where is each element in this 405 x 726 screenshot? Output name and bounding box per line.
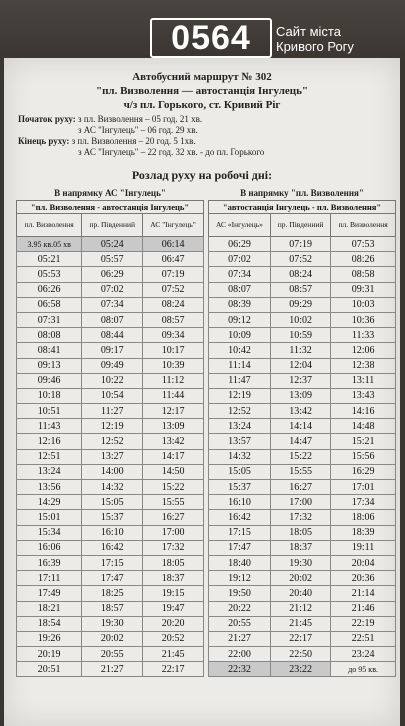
- time-cell: 18:21: [17, 601, 82, 616]
- time-cell: 07:52: [270, 252, 330, 267]
- time-cell: 08:08: [17, 328, 82, 343]
- table-row: [17, 434, 204, 449]
- table-row: [17, 419, 204, 434]
- time-cell: 11:44: [143, 388, 204, 403]
- time-cell: 15:22: [270, 449, 330, 464]
- left-direction: В напрямку АС "Інгулець": [54, 188, 166, 198]
- time-cell: 15:05: [209, 464, 271, 479]
- time-cell: 22:17: [270, 631, 330, 646]
- time-cell: 16:42: [82, 540, 143, 555]
- time-cell: 15:37: [209, 480, 271, 495]
- time-cell: до 95 кв.: [331, 662, 396, 677]
- table-row: [17, 404, 204, 419]
- time-cell: 13:27: [82, 449, 143, 464]
- left-col-header: пр. Південний: [82, 214, 143, 237]
- time-cell: 20:55: [209, 616, 271, 631]
- table-row: [17, 449, 204, 464]
- time-cell: 22:00: [209, 647, 271, 662]
- end-label: Кінець руху:: [18, 136, 70, 146]
- time-cell: 15:05: [82, 495, 143, 510]
- start-line-1: з пл. Визволення – 05 год. 21 хв.: [78, 114, 203, 124]
- time-cell: 16:39: [17, 555, 82, 570]
- time-cell: 23:24: [331, 647, 396, 662]
- table-row: [17, 571, 204, 586]
- table-row: [209, 586, 396, 601]
- time-cell: 15:01: [17, 510, 82, 525]
- table-row: [209, 631, 396, 646]
- time-cell: 08:41: [17, 343, 82, 358]
- time-cell: 10:03: [331, 297, 396, 312]
- table-row: [209, 434, 396, 449]
- table-row: [17, 373, 204, 388]
- time-cell: 12:51: [17, 449, 82, 464]
- table-row: [17, 343, 204, 358]
- time-cell: 16:27: [270, 480, 330, 495]
- time-cell: 08:24: [270, 267, 330, 282]
- time-cell: 14:17: [143, 449, 204, 464]
- time-cell: 19:12: [209, 571, 271, 586]
- table-row: [17, 540, 204, 555]
- time-cell: 12:16: [17, 434, 82, 449]
- time-cell: 06:58: [17, 297, 82, 312]
- time-cell: 13:56: [17, 480, 82, 495]
- time-cell: 22:19: [331, 616, 396, 631]
- time-cell: 13:09: [270, 388, 330, 403]
- time-cell: 18:37: [143, 571, 204, 586]
- time-cell: 14:50: [143, 464, 204, 479]
- timetable-to-vyzvolennia: [208, 200, 396, 677]
- route-via: ч/з пл. Горького, ст. Кривий Ріг: [123, 99, 281, 111]
- time-cell: 13:42: [270, 404, 330, 419]
- table-row: [17, 297, 204, 312]
- operation-hours: [18, 114, 264, 158]
- table-row: [209, 647, 396, 662]
- time-cell: 07:19: [143, 267, 204, 282]
- time-cell: 21:45: [143, 647, 204, 662]
- time-cell: 08:58: [331, 267, 396, 282]
- time-cell: 11:43: [17, 419, 82, 434]
- time-cell: 06:14: [143, 237, 204, 252]
- table-row: [209, 358, 396, 373]
- time-cell: 06:26: [17, 282, 82, 297]
- time-cell: 14:32: [209, 449, 271, 464]
- time-cell: 14:14: [270, 419, 330, 434]
- table-row: [209, 525, 396, 540]
- table-row: [209, 540, 396, 555]
- timetable-sheet: [4, 58, 400, 726]
- time-cell: 11:33: [331, 328, 396, 343]
- time-cell: 17:34: [331, 495, 396, 510]
- time-cell: 11:14: [209, 358, 271, 373]
- time-cell: 17:00: [270, 495, 330, 510]
- table-row: [17, 662, 204, 677]
- time-cell: 20:55: [82, 647, 143, 662]
- table-row: [209, 343, 396, 358]
- time-cell: 06:29: [82, 267, 143, 282]
- time-cell: 20:02: [270, 571, 330, 586]
- start-line-2: з АС "Інгулець" – 06 год. 29 хв.: [78, 125, 198, 135]
- time-cell: 12:37: [270, 373, 330, 388]
- time-cell: 17:47: [209, 540, 271, 555]
- time-cell: 20:22: [209, 601, 271, 616]
- time-cell: 09:17: [82, 343, 143, 358]
- time-cell: 18:57: [82, 601, 143, 616]
- time-cell: 12:38: [331, 358, 396, 373]
- right-route-header: "автостанція Інгулець - пл. Визволення": [209, 201, 396, 214]
- time-cell: 08:57: [270, 282, 330, 297]
- time-cell: 12:19: [82, 419, 143, 434]
- time-cell: 07:34: [209, 267, 271, 282]
- time-cell: 17:47: [82, 571, 143, 586]
- route-name: "пл. Визволення — автостанція Інгулець": [95, 85, 309, 97]
- time-cell: 10:51: [17, 404, 82, 419]
- time-cell: 17:01: [331, 480, 396, 495]
- table-row: [209, 312, 396, 327]
- time-cell: 21:27: [82, 662, 143, 677]
- time-cell: 17:11: [17, 571, 82, 586]
- time-cell: 08:07: [209, 282, 271, 297]
- time-cell: 07:02: [209, 252, 271, 267]
- time-cell: 12:17: [143, 404, 204, 419]
- table-row: [209, 267, 396, 282]
- table-row: [209, 297, 396, 312]
- table-row: [209, 495, 396, 510]
- time-cell: 20:52: [143, 631, 204, 646]
- time-cell: 12:04: [270, 358, 330, 373]
- right-col-header: пр. Південний: [270, 214, 330, 237]
- table-row: [209, 555, 396, 570]
- time-cell: 09:12: [209, 312, 271, 327]
- time-cell: 08:44: [82, 328, 143, 343]
- time-cell: 14:47: [270, 434, 330, 449]
- time-cell: 14:32: [82, 480, 143, 495]
- time-cell: 17:15: [82, 555, 143, 570]
- table-row: [209, 571, 396, 586]
- time-cell: 19:11: [331, 540, 396, 555]
- site-name-line2: Кривого Рогу: [276, 39, 354, 54]
- time-cell: 09:13: [17, 358, 82, 373]
- time-cell: 18:06: [331, 510, 396, 525]
- time-cell: 14:29: [17, 495, 82, 510]
- table-row: [17, 282, 204, 297]
- table-row: [17, 312, 204, 327]
- start-label: Початок руху:: [18, 114, 76, 124]
- time-cell: 13:09: [143, 419, 204, 434]
- time-cell: 10:02: [270, 312, 330, 327]
- time-cell: 13:11: [331, 373, 396, 388]
- left-col-header: АС "Інгулець": [143, 214, 204, 237]
- time-cell: 12:19: [209, 388, 271, 403]
- time-cell: 10:59: [270, 328, 330, 343]
- time-cell: 22:32: [209, 662, 271, 677]
- time-cell: 14:00: [82, 464, 143, 479]
- time-cell: 20:02: [82, 631, 143, 646]
- time-cell: 11:12: [143, 373, 204, 388]
- table-row: [17, 525, 204, 540]
- time-cell: 16:10: [209, 495, 271, 510]
- table-row: [17, 388, 204, 403]
- time-cell: 18:39: [331, 525, 396, 540]
- left-route-header: "пл. Визволення - автостанція Інгулець": [17, 201, 204, 214]
- time-cell: 15:55: [143, 495, 204, 510]
- time-cell: 14:48: [331, 419, 396, 434]
- time-cell: 06:47: [143, 252, 204, 267]
- time-cell: 20:51: [17, 662, 82, 677]
- time-cell: 14:16: [331, 404, 396, 419]
- table-row: [209, 237, 396, 252]
- table-row: [17, 601, 204, 616]
- time-cell: 13:43: [331, 388, 396, 403]
- table-row: [17, 510, 204, 525]
- time-cell: 09:46: [17, 373, 82, 388]
- time-cell: 05:53: [17, 267, 82, 282]
- time-cell: 23:22: [270, 662, 330, 677]
- time-cell: 19:26: [17, 631, 82, 646]
- time-cell: 3.95 кв.05 хв: [17, 237, 82, 252]
- time-cell: 20:04: [331, 555, 396, 570]
- time-cell: 17:15: [209, 525, 271, 540]
- time-cell: 17:32: [143, 540, 204, 555]
- table-row: [209, 616, 396, 631]
- time-cell: 18:37: [270, 540, 330, 555]
- table-row: [17, 631, 204, 646]
- time-cell: 18:25: [82, 586, 143, 601]
- site-logo[interactable]: 0564: [150, 18, 272, 58]
- time-cell: 17:49: [17, 586, 82, 601]
- time-cell: 07:52: [143, 282, 204, 297]
- table-row: [209, 601, 396, 616]
- time-cell: 16:27: [143, 510, 204, 525]
- time-cell: 21:46: [331, 601, 396, 616]
- time-cell: 05:21: [17, 252, 82, 267]
- time-cell: 15:22: [143, 480, 204, 495]
- time-cell: 19:47: [143, 601, 204, 616]
- time-cell: 07:02: [82, 282, 143, 297]
- time-cell: 18:05: [270, 525, 330, 540]
- time-cell: 06:29: [209, 237, 271, 252]
- site-name: [276, 24, 402, 54]
- time-cell: 22:51: [331, 631, 396, 646]
- timetable-to-ingulets: [16, 200, 204, 677]
- time-cell: 07:31: [17, 312, 82, 327]
- table-row: [17, 616, 204, 631]
- time-cell: 11:47: [209, 373, 271, 388]
- time-cell: 05:57: [82, 252, 143, 267]
- time-cell: 07:34: [82, 297, 143, 312]
- time-cell: 15:37: [82, 510, 143, 525]
- table-row: [17, 586, 204, 601]
- time-cell: 09:34: [143, 328, 204, 343]
- time-cell: 18:54: [17, 616, 82, 631]
- table-row: [209, 480, 396, 495]
- table-row: [209, 419, 396, 434]
- time-cell: 16:29: [331, 464, 396, 479]
- end-line-1: з пл. Визволення – 20 год. 5 1хв.: [71, 136, 196, 146]
- time-cell: 10:36: [331, 312, 396, 327]
- time-cell: 10:42: [209, 343, 271, 358]
- time-cell: 05:24: [82, 237, 143, 252]
- time-cell: 11:27: [82, 404, 143, 419]
- time-cell: 08:57: [143, 312, 204, 327]
- time-cell: 13:57: [209, 434, 271, 449]
- table-row: [17, 555, 204, 570]
- time-cell: 15:34: [17, 525, 82, 540]
- right-direction: В напрямку "пл. Визволення": [240, 188, 364, 198]
- time-cell: 19:15: [143, 586, 204, 601]
- time-cell: 19:30: [270, 555, 330, 570]
- time-cell: 11:32: [270, 343, 330, 358]
- table-row: [209, 282, 396, 297]
- table-row: [209, 449, 396, 464]
- time-cell: 21:27: [209, 631, 271, 646]
- time-cell: 19:50: [209, 586, 271, 601]
- time-cell: 20:36: [331, 571, 396, 586]
- time-cell: 22:17: [143, 662, 204, 677]
- table-row: [209, 464, 396, 479]
- time-cell: 08:26: [331, 252, 396, 267]
- time-cell: 22:50: [270, 647, 330, 662]
- time-cell: 08:07: [82, 312, 143, 327]
- time-cell: 07:19: [270, 237, 330, 252]
- table-row: [209, 404, 396, 419]
- right-col-header: пл. Визволення: [331, 214, 396, 237]
- table-row: [17, 495, 204, 510]
- table-row: [209, 662, 396, 677]
- table-row: [17, 647, 204, 662]
- time-cell: 09:31: [331, 282, 396, 297]
- time-cell: 19:30: [82, 616, 143, 631]
- time-cell: 10:22: [82, 373, 143, 388]
- site-banner: [0, 0, 405, 60]
- time-cell: 20:19: [17, 647, 82, 662]
- table-row: [17, 252, 204, 267]
- table-row: [17, 267, 204, 282]
- time-cell: 12:06: [331, 343, 396, 358]
- time-cell: 16:06: [17, 540, 82, 555]
- time-cell: 17:00: [143, 525, 204, 540]
- time-cell: 21:14: [331, 586, 396, 601]
- table-row: [17, 480, 204, 495]
- time-cell: 20:40: [270, 586, 330, 601]
- table-row: [209, 510, 396, 525]
- time-cell: 07:53: [331, 237, 396, 252]
- time-cell: 17:32: [270, 510, 330, 525]
- right-col-header: АС «Інгулець»: [209, 214, 271, 237]
- time-cell: 09:49: [82, 358, 143, 373]
- time-cell: 13:24: [17, 464, 82, 479]
- time-cell: 10:39: [143, 358, 204, 373]
- time-cell: 12:52: [82, 434, 143, 449]
- table-row: [17, 358, 204, 373]
- time-cell: 13:42: [143, 434, 204, 449]
- time-cell: 15:56: [331, 449, 396, 464]
- time-cell: 13:24: [209, 419, 271, 434]
- table-row: [17, 237, 204, 252]
- time-cell: 15:55: [270, 464, 330, 479]
- time-cell: 18:05: [143, 555, 204, 570]
- time-cell: 10:09: [209, 328, 271, 343]
- time-cell: 16:10: [82, 525, 143, 540]
- left-col-header: пл. Визволення: [17, 214, 82, 237]
- site-name-line1: Сайт міста: [276, 24, 341, 39]
- page-title: Автобусний маршрут № 302: [132, 71, 272, 83]
- time-cell: 10:17: [143, 343, 204, 358]
- time-cell: 12:52: [209, 404, 271, 419]
- time-cell: 15:21: [331, 434, 396, 449]
- end-line-2: з АС "Інгулець" – 22 год. 32 хв. - до пл. Горького: [78, 147, 265, 157]
- time-cell: 21:12: [270, 601, 330, 616]
- table-row: [209, 373, 396, 388]
- time-cell: 16:42: [209, 510, 271, 525]
- time-cell: 20:20: [143, 616, 204, 631]
- table-row: [209, 328, 396, 343]
- time-cell: 18:40: [209, 555, 271, 570]
- table-row: [209, 252, 396, 267]
- table-row: [17, 328, 204, 343]
- time-cell: 10:54: [82, 388, 143, 403]
- time-cell: 10:18: [17, 388, 82, 403]
- table-row: [17, 464, 204, 479]
- table-row: [209, 388, 396, 403]
- time-cell: 08:39: [209, 297, 271, 312]
- schedule-title: Розлад руху на робочі дні:: [131, 168, 273, 182]
- time-cell: 21:45: [270, 616, 330, 631]
- time-cell: 09:29: [270, 297, 330, 312]
- time-cell: 08:24: [143, 297, 204, 312]
